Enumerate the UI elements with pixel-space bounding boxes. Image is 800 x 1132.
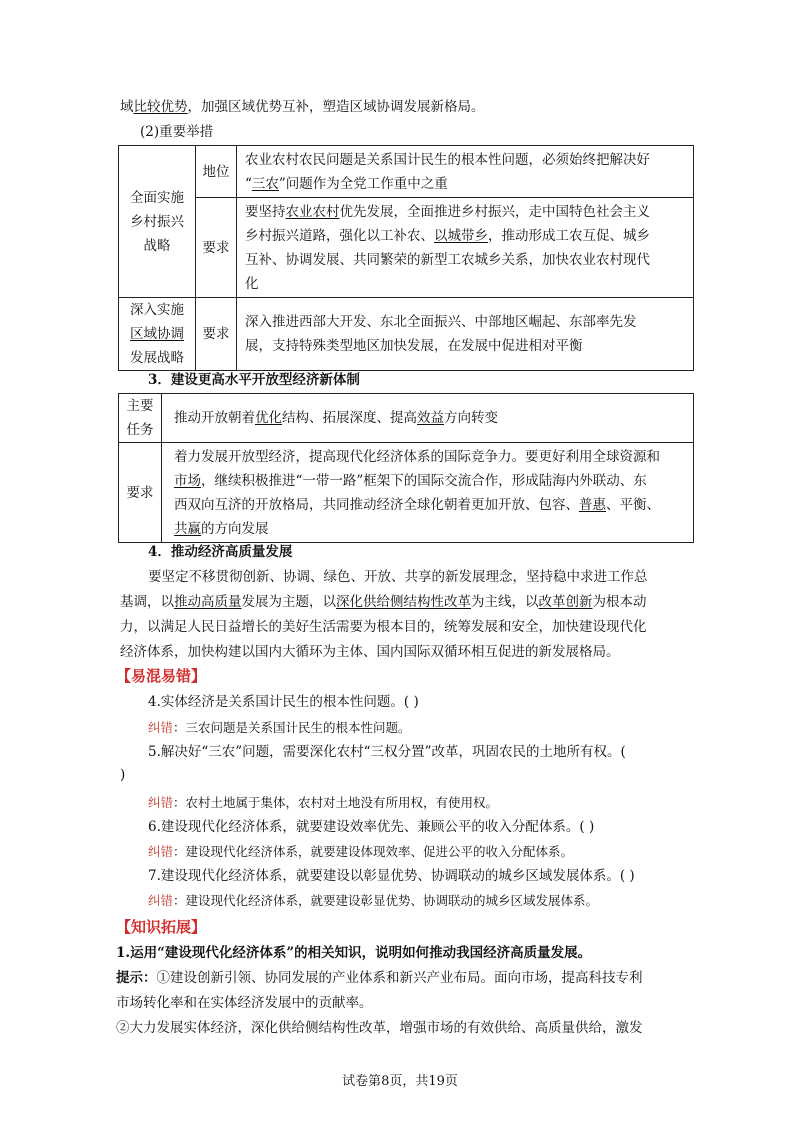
open-requirement-content-cell: 着力发展开放型经济，提高现代化经济体系的国际竞争力。要更好利用全球资源和 市场，继续积极推进“一带一路”框架下的国际交流合作，形成陆海内外联动、东 西双向互济的开放格局，共同推动经济全球化朝着更加开放、包容、普惠、平衡、 共赢的方向发展: [162, 443, 694, 543]
main-task-content-cell: 推动开放朝着优化结构、拓展深度、提高效益方向转变: [162, 394, 694, 443]
question-4: 4.实体经济是关系国计民生的根本性问题。( ): [148, 694, 419, 710]
rural-revitalization-cell: 全面实施 乡村振兴 战略: [119, 146, 196, 298]
regional-coordination-cell: 深入实施 区域协调 发展战略: [119, 298, 196, 371]
requirement-label-cell: 要求: [196, 198, 237, 298]
correction-4: 纠错：三农问题是关系国计民生的根本性问题。: [148, 720, 411, 735]
requirement2-content-cell: 深入推进西部大开发、东北全面振兴、中部地区崛起、东部率先发 展，支持特殊类型地区加快发展，在发展中促进相对平衡: [237, 298, 694, 371]
status-label-cell: 地位: [196, 146, 237, 198]
open-requirement-label-cell: 要求: [119, 443, 162, 543]
question-5-cont: ): [120, 767, 126, 783]
correction-7: 纠错：建设现代化经济体系，就要建设彰显优势、协调联动的城乡区域发展体系。: [148, 893, 599, 908]
main-task-label-cell: 主要 任务: [119, 394, 162, 443]
section4-title: 4．推动经济高质量发展: [148, 544, 293, 560]
extension-question-1: 1.运用“建设现代化经济体系”的相关知识，说明如何推动我国经济高质量发展。: [116, 945, 592, 961]
question-7: 7.建设现代化经济体系，就要建设以彰显优势、协调联动的城乡区域发展体系。( ): [148, 868, 635, 884]
measures-table: [118, 145, 694, 371]
sec4-para-line2: 基调，以推动高质量发展为主题，以深化供给侧结构性改革为主线，以改革创新为根本动: [120, 594, 647, 610]
extension-heading: 【知识拓展】: [116, 918, 207, 936]
requirement-content-cell: 要坚持农业农村优先发展，全面推进乡村振兴，走中国特色社会主义 乡村振兴道路，强化以工补农、以城带乡，推动形成工农互促、城乡 互补、协调发展、共同繁荣的新型工农城乡关系，加快农业农村现代 化: [237, 198, 694, 298]
hint-line2: 市场转化率和在实体经济发展中的贡献率。: [116, 995, 373, 1011]
intro-line: [120, 98, 485, 116]
correction-5: 纠错：农村土地属于集体，农村对土地没有所用权，有使用权。: [148, 795, 499, 810]
subheading-important-measures: (2)重要举措: [140, 124, 214, 140]
sec4-para-line3: 力，以满足人民日益增长的美好生活需要为根本目的，统筹发展和安全，加快建设现代化: [120, 619, 647, 635]
hint-line3: ②大力发展实体经济，深化供给侧结构性改革，增强市场的有效供给、高质量供给，激发: [116, 1020, 643, 1036]
sec4-para-line1: 要坚定不移贯彻创新、协调、绿色、开放、共享的新发展理念，坚持稳中求进工作总: [148, 569, 648, 585]
correction-6: 纠错：建设现代化经济体系，就要建设体现效率、促进公平的收入分配体系。: [148, 844, 574, 859]
page-footer: 试卷第8页，共19页: [342, 1074, 458, 1089]
intro-underlined: 比较优势: [133, 99, 188, 115]
section3-title: 3．建设更高水平开放型经济新体制: [148, 372, 360, 388]
question-6: 6.建设现代化经济体系，就要建设效率优先、兼顾公平的收入分配体系。( ): [148, 819, 595, 835]
status-content-cell: 农业农村农民问题是关系国计民生的根本性问题，必须始终把解决好 “三农”问题作为全党工作重中之重: [237, 146, 694, 198]
intro-text-a: 域: [120, 99, 134, 115]
confusion-heading: 【易混易错】: [116, 667, 207, 685]
open-economy-table: [118, 393, 694, 543]
requirement2-label-cell: 要求: [196, 298, 237, 371]
intro-text-c: ，加强区域优势互补，塑造区域协调发展新格局。: [187, 99, 485, 115]
sec4-para-line4: 经济体系，加快构建以国内大循环为主体、国内国际双循环相互促进的新发展格局。: [120, 644, 620, 660]
hint-line1: 提示：①建设创新引领、协同发展的产业体系和新兴产业布局。面向市场，提高科技专利: [116, 970, 643, 986]
question-5: 5.解决好“三农”问题，需要深化农村“三权分置”改革，巩固农民的土地所有权。(: [148, 744, 626, 760]
